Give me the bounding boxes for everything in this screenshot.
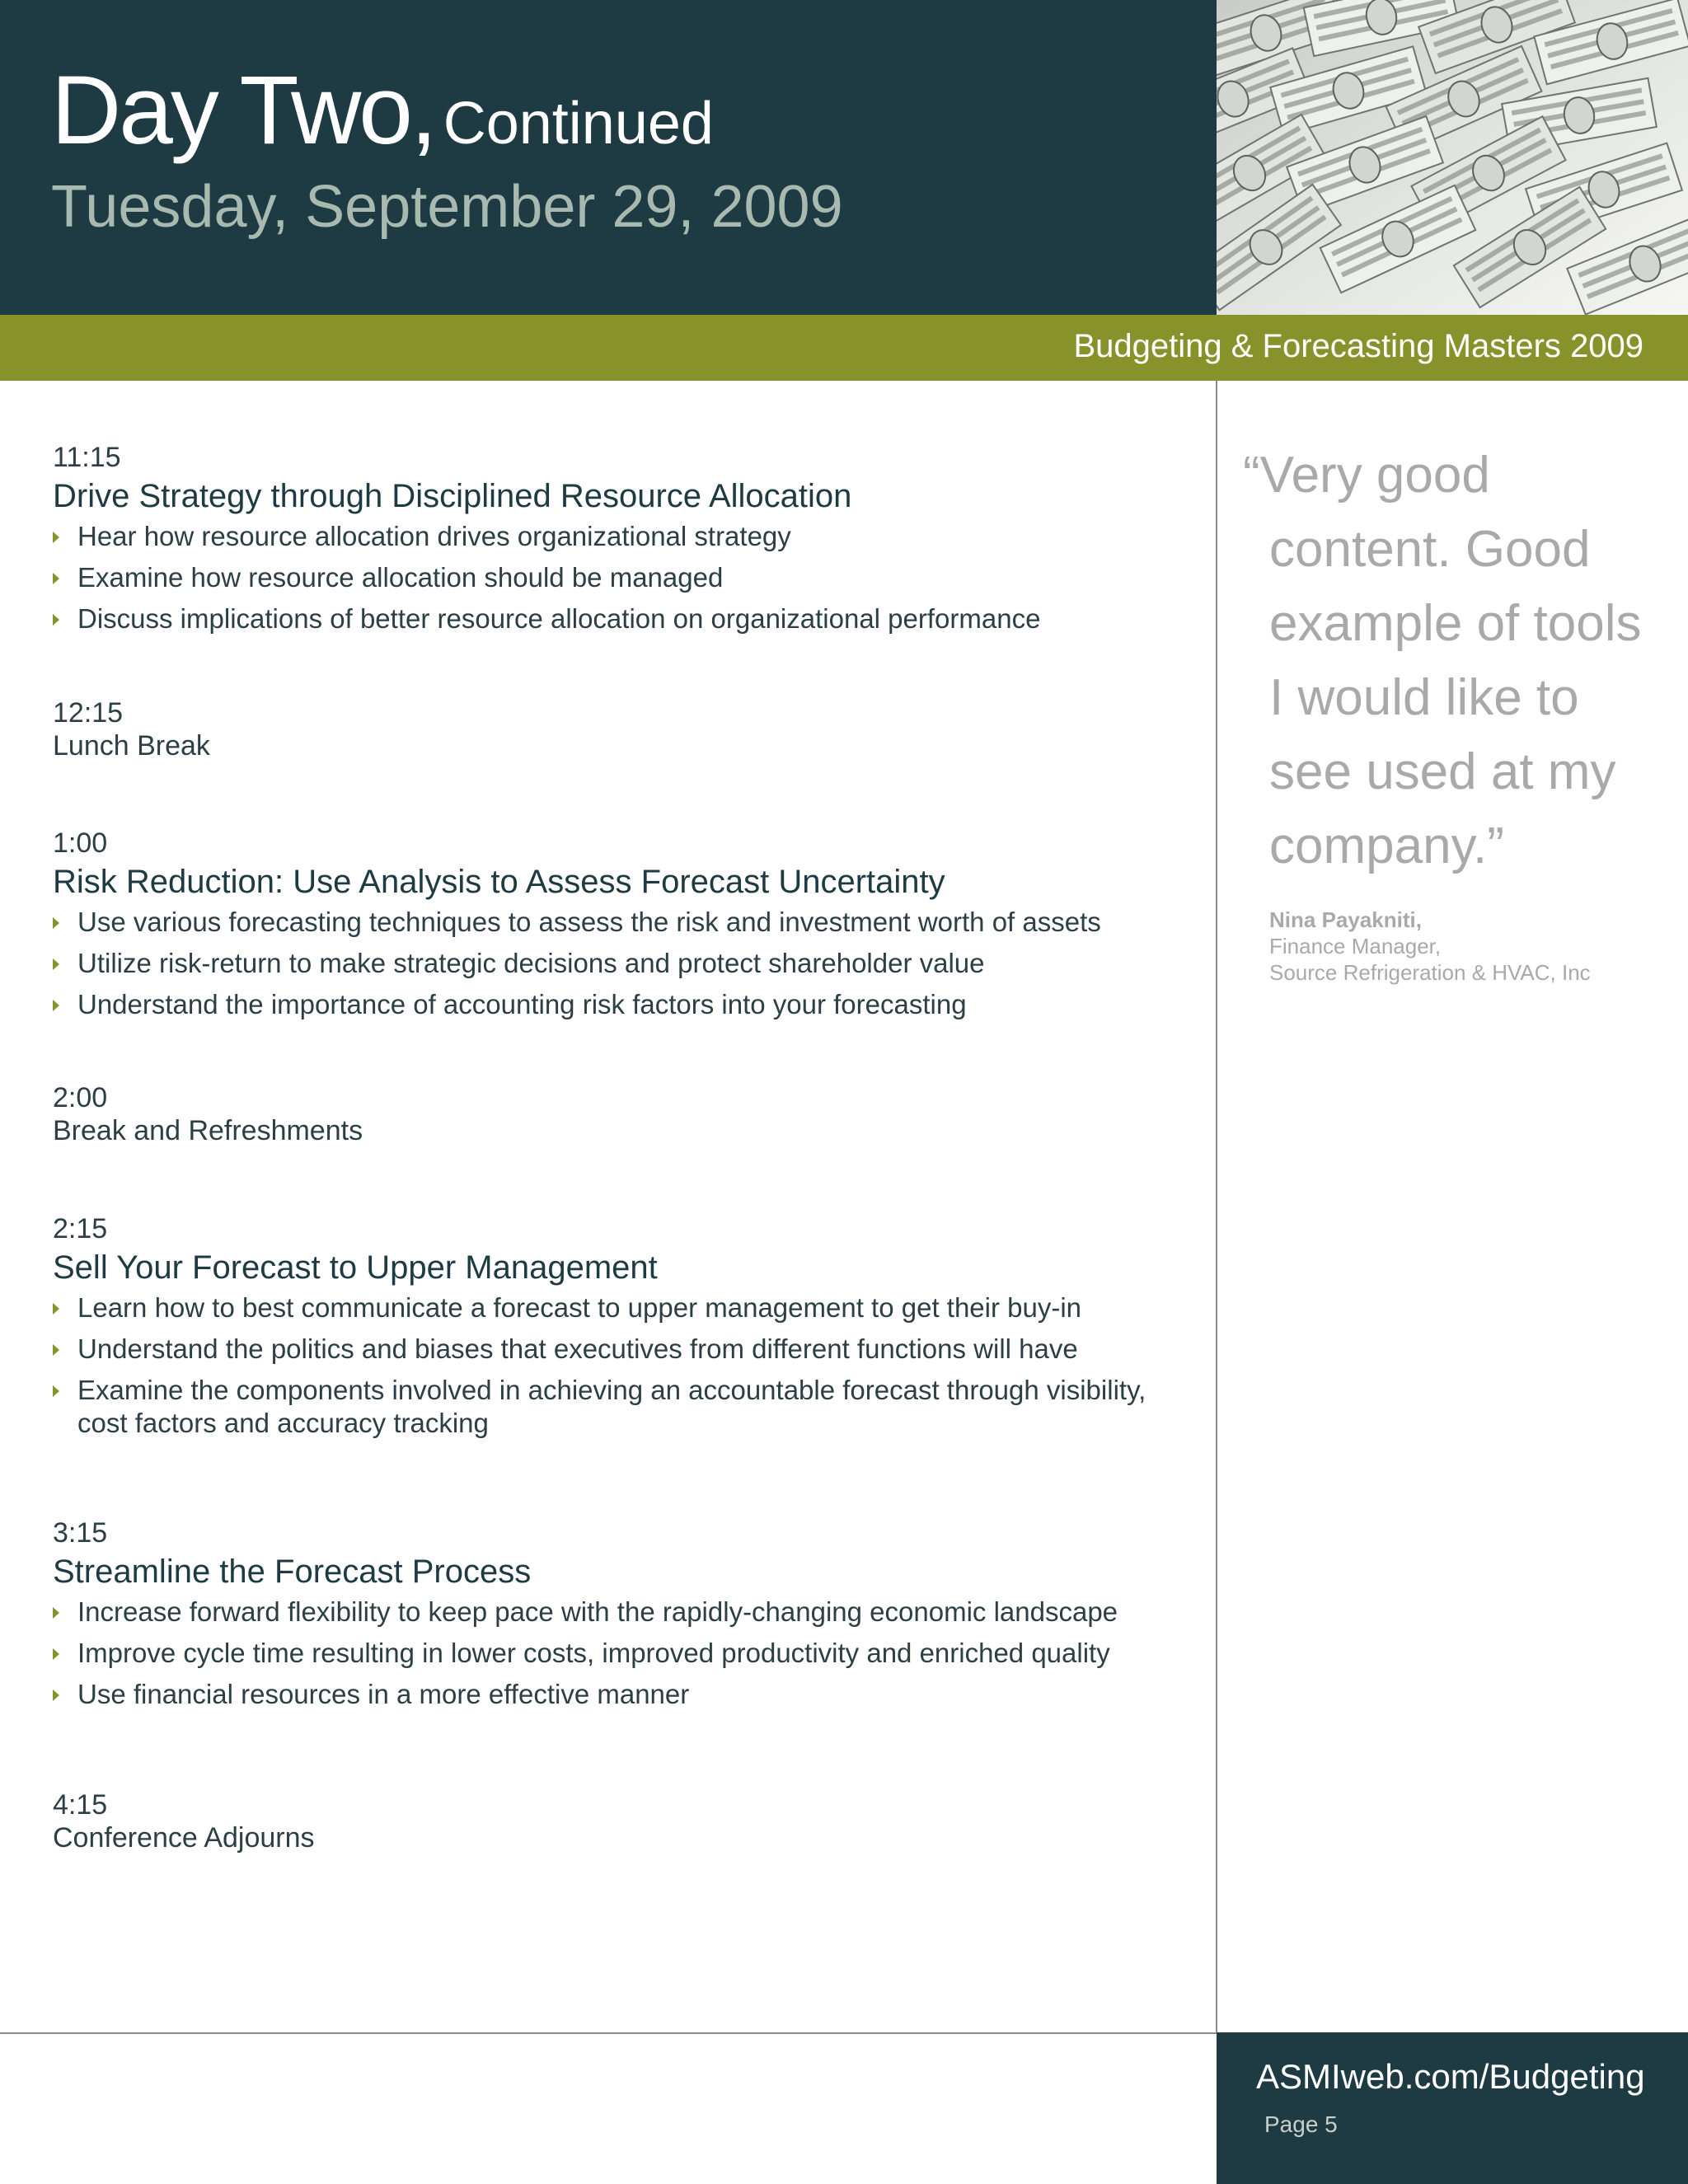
attribution-role: Finance Manager, [1269,934,1442,958]
session-315 [53,1516,1190,1719]
session-title: Risk Reduction: Use Analysis to Assess Forecast Uncertainty [53,864,945,900]
list-item: Use various forecasting techniques to assess the risk and investment worth of assets [53,906,1190,939]
header-banner [0,0,1217,315]
event-band [0,315,1688,381]
session-title: Streamline the Forecast Process [53,1554,532,1590]
list-item: Examine the components involved in achieving an accountable forecast through visibility, cost factors and accuracy tracking [53,1374,1182,1440]
session-time: 1:00 [53,827,108,859]
bullet-arrow-icon [53,614,59,626]
title-main: Day Two, [51,56,435,165]
column-divider [1216,381,1217,2034]
bullet-arrow-icon [53,532,59,543]
session-bullets [53,1596,1190,1711]
bullet-arrow-icon [53,573,59,584]
list-item: Utilize risk-return to make strategic decisions and protect shareholder value [53,947,1190,980]
session-200 [53,1081,1190,1147]
attribution-company: Source Refrigeration & HVAC, Inc [1269,960,1591,985]
session-100 [53,827,1190,1029]
session-label: Lunch Break [53,730,210,762]
session-1215 [53,696,1190,762]
quote-line: I would like to [1269,669,1579,726]
session-bullets [53,520,1190,635]
quote-line: “Very good [1243,447,1490,504]
event-name: Budgeting & Forecasting Masters 2009 [1073,328,1643,364]
bullet-arrow-icon [53,1607,59,1619]
list-item: Learn how to best communicate a forecast to upper management to get their buy-in [53,1291,1182,1324]
website-link[interactable]: ASMIweb.com/Budgeting [1256,2057,1645,2096]
bullet-arrow-icon [53,1648,59,1660]
bullet-arrow-icon [53,1344,59,1356]
list-item: Improve cycle time resulting in lower costs, improved productivity and enriched quality [53,1637,1190,1670]
list-item: Understand the importance of accounting risk factors into your forecasting [53,988,1190,1021]
footer-box [1217,2032,1688,2184]
quote-line: company.” [1269,818,1504,874]
session-time: 3:15 [53,1517,108,1549]
bullet-arrow-icon [53,1303,59,1315]
attribution-name: Nina Payakniti, [1269,907,1422,932]
quote-line: see used at my [1269,743,1616,800]
session-bullets [53,906,1190,1021]
session-label: Conference Adjourns [53,1822,315,1854]
session-bullets [53,1291,1182,1440]
quote-line: content. Good [1269,521,1591,578]
quote-line: example of tools [1269,595,1642,652]
testimonial-attribution [1269,907,1591,986]
session-label: Break and Refreshments [53,1115,363,1146]
event-date: Tuesday, September 29, 2009 [51,174,843,240]
testimonial-quote [1243,438,1672,883]
page-title [51,54,714,166]
list-item: Discuss implications of better resource allocation on organizational performance [53,602,1190,635]
bullet-arrow-icon [53,958,59,970]
session-time: 2:00 [53,1082,108,1113]
session-415 [53,1788,1190,1854]
list-item: Increase forward flexibility to keep pace with the rapidly-changing economic landscape [53,1596,1190,1629]
list-item: Use financial resources in a more effective manner [53,1678,1190,1711]
session-time: 12:15 [53,697,124,729]
session-time: 2:15 [53,1213,108,1244]
bullet-arrow-icon [53,1385,59,1397]
session-title: Drive Strategy through Disciplined Resource Allocation [53,478,852,514]
title-sub: Continued [443,91,714,157]
bullet-arrow-icon [53,917,59,929]
money-photo [1217,0,1688,315]
session-215 [53,1212,1190,1440]
list-item: Examine how resource allocation should be managed [53,561,1190,594]
footer-divider [0,2032,1217,2034]
list-item: Hear how resource allocation drives organizational strategy [53,520,1190,553]
session-time: 4:15 [53,1789,108,1821]
bullet-arrow-icon [53,1000,59,1011]
bullet-arrow-icon [53,1690,59,1701]
page-number: Page 5 [1264,2111,1338,2137]
session-time: 11:15 [53,442,121,473]
list-item: Understand the politics and biases that executives from different functions will have [53,1333,1182,1366]
session-1115 [53,441,1190,644]
session-title: Sell Your Forecast to Upper Management [53,1249,658,1286]
